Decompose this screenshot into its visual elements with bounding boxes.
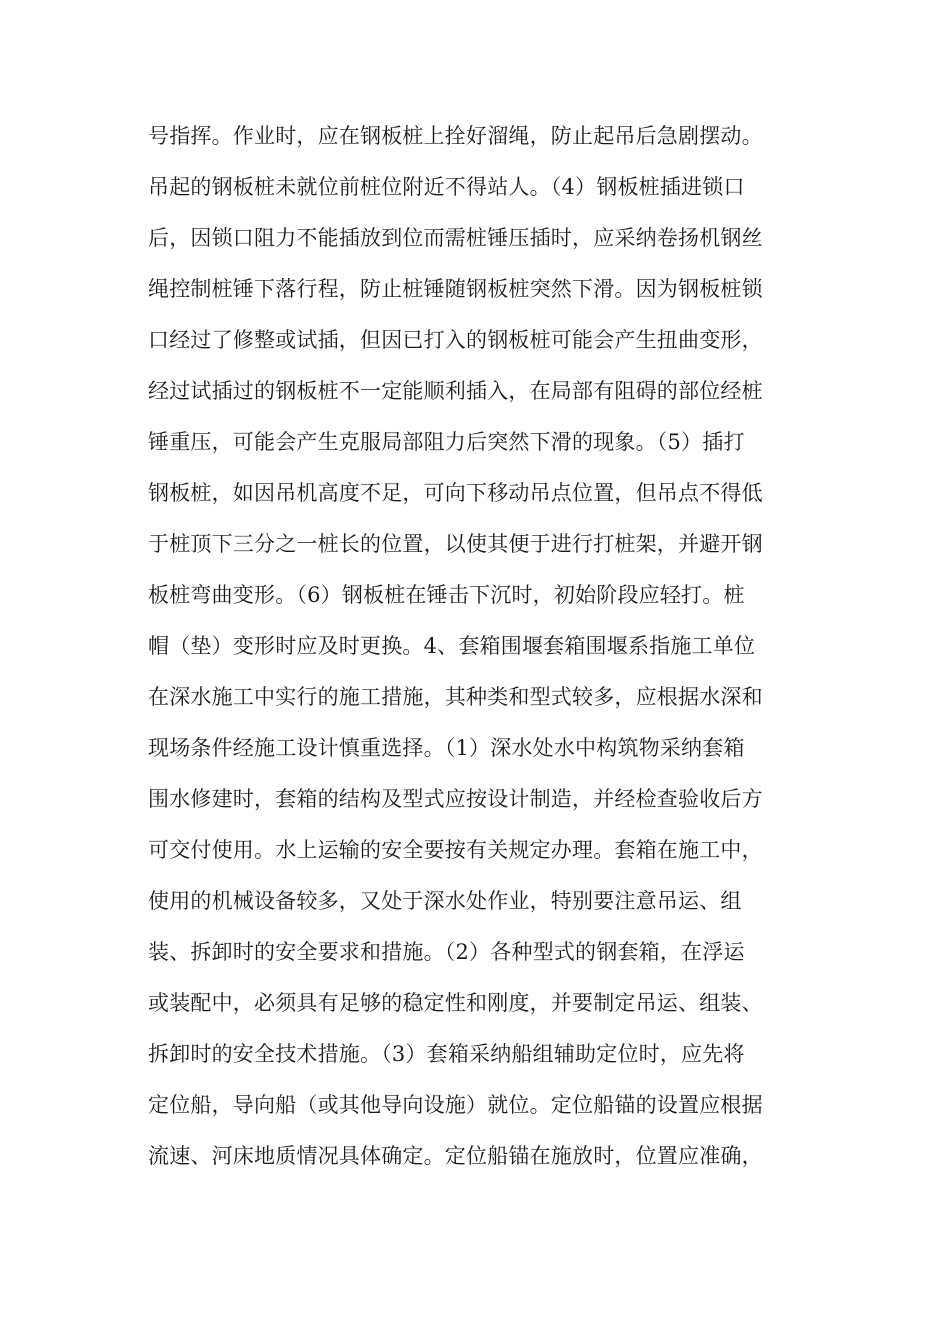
paragraph-line: 现场条件经施工设计慎重选择。（1）深水处水中构筑物采纳套箱 — [148, 736, 745, 760]
paragraph-line: 定位船，导向船（或其他导向设施）就位。定位船锚的设置应根据 — [148, 1093, 763, 1117]
paragraph-line: 锤重压，可能会产生克服局部阻力后突然下滑的现象。（5）插打 — [148, 430, 745, 454]
paragraph-line: 经过试插过的钢板桩不一定能顺利插入，在局部有阻碍的部位经桩 — [148, 379, 763, 403]
paragraph-line: 帽（垫）变形时应及时更换。4、套箱围堰套箱围堰系指施工单位 — [148, 634, 756, 658]
paragraph-line: 钢板桩，如因吊机高度不足，可向下移动吊点位置，但吊点不得低 — [148, 481, 763, 505]
paragraph-line: 使用的机械设备较多，又处于深水处作业，特别要注意吊运、组 — [148, 889, 742, 913]
paragraph-line: 绳控制桩锤下落行程，防止桩锤随钢板桩突然下滑。因为钢板桩锁 — [148, 277, 763, 301]
paragraph-line: 号指挥。作业时，应在钢板桩上拴好溜绳，防止起吊后急剧摆动。 — [148, 124, 763, 148]
paragraph-line: 拆卸时的安全技术措施。（3）套箱采纳船组辅助定位时，应先将 — [148, 1042, 745, 1066]
paragraph-line: 在深水施工中实行的施工措施，其种类和型式较多，应根据水深和 — [148, 685, 763, 709]
paragraph-line: 装、拆卸时的安全要求和措施。（2）各种型式的钢套箱，在浮运 — [148, 940, 745, 964]
paragraph-line: 于桩顶下三分之一桩长的位置，以使其便于进行打桩架，并避开钢 — [148, 532, 763, 556]
paragraph-line: 吊起的钢板桩未就位前桩位附近不得站人。（4）钢板桩插进锁口 — [148, 175, 745, 199]
paragraph-line: 后，因锁口阻力不能插放到位而需桩锤压插时，应采纳卷扬机钢丝 — [148, 226, 763, 250]
paragraph-line: 板桩弯曲变形。（6）钢板桩在锤击下沉时，初始阶段应轻打。桩 — [148, 583, 745, 607]
paragraph-line: 可交付使用。水上运输的安全要按有关规定办理。套箱在施工中， — [148, 838, 763, 862]
paragraph-line: 流速、河床地质情况具体确定。定位船锚在施放时，位置应准确， — [148, 1144, 763, 1168]
paragraph-line: 口经过了修整或试插，但因已打入的钢板桩可能会产生扭曲变形， — [148, 328, 763, 352]
paragraph-line: 或装配中，必须具有足够的稳定性和刚度，并要制定吊运、组装、 — [148, 991, 763, 1015]
paragraph-line: 围水修建时，套箱的结构及型式应按设计制造，并经检查验收后方 — [148, 787, 763, 811]
